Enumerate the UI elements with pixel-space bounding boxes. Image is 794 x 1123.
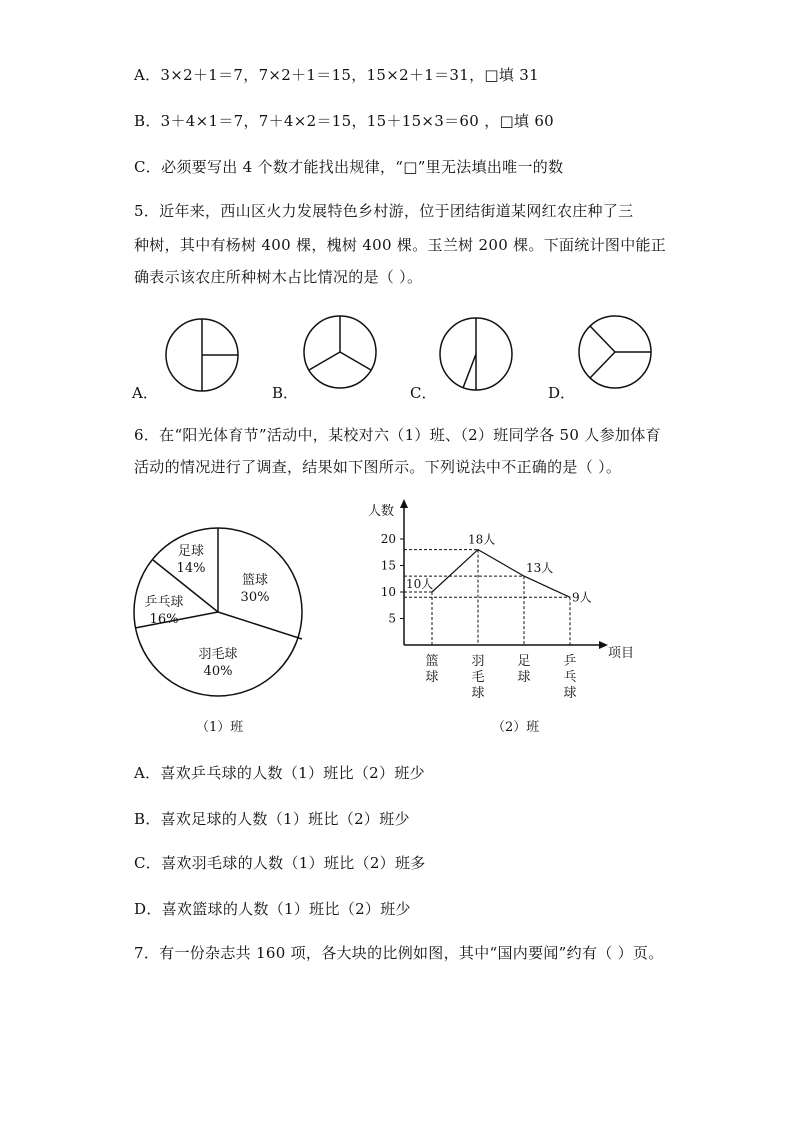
q6-option-a: A．喜欢乒乓球的人数（1）班比（2）班少 bbox=[134, 764, 425, 782]
pie-pct-football: 14% bbox=[176, 561, 206, 576]
y-tick-label: 10 bbox=[380, 585, 396, 599]
x-axis-label: 项目 bbox=[608, 646, 635, 661]
y-tick-label: 15 bbox=[380, 558, 396, 573]
pie-pct-pingpong: 16% bbox=[149, 612, 179, 627]
q4-option-b: B．3＋4×1＝7，7＋4×2＝15，15＋15×3＝60 ，□填 60 bbox=[134, 112, 555, 130]
pie-option-b bbox=[304, 316, 376, 388]
pie-option-c bbox=[440, 318, 512, 390]
y-tick-label: 5 bbox=[388, 611, 396, 626]
q6-option-b: B．喜欢足球的人数（1）班比（2）班少 bbox=[134, 810, 410, 828]
y-axis-arrow bbox=[400, 499, 408, 508]
y-tick-label: 20 bbox=[380, 532, 396, 546]
q6-line-2: 活动的情况进行了调查，结果如下图所示。下列说法中不正确的是（ ）。 bbox=[134, 458, 622, 476]
pie-label-badminton: 羽毛球 bbox=[198, 647, 238, 662]
q6-line-1: 6．在“阳光体育节”活动中，某校对六（1）班、（2）班同学各 50 人参加体育 bbox=[134, 426, 661, 444]
q5-line-3: 确表示该农庄所种树木占比情况的是（ ）。 bbox=[134, 268, 423, 286]
q5-line-2: 种树，其中有杨树 400 棵，槐树 400 棵。玉兰树 200 棵。下面统计图中能正 bbox=[134, 236, 667, 254]
q6-option-c: C．喜欢羽毛球的人数（1）班比（2）班多 bbox=[134, 854, 426, 872]
x-tick-label: 羽毛球 bbox=[471, 654, 485, 701]
point-label: 10人 bbox=[406, 577, 434, 591]
q4-option-c: C．必须要写出 4 个数才能找出规律，“□”里无法填出唯一的数 bbox=[134, 158, 564, 176]
q6-option-d: D．喜欢篮球的人数（1）班比（2）班少 bbox=[134, 900, 411, 918]
pie-label-football: 足球 bbox=[177, 544, 205, 559]
class1-caption: （1）班 bbox=[196, 720, 244, 735]
x-tick-label: 篮球 bbox=[425, 654, 439, 685]
q5-line-1: 5．近年来，西山区火力发展特色乡村游，位于团结街道某网红农庄种了三 bbox=[134, 202, 634, 220]
class2-caption: （2）班 bbox=[492, 720, 540, 735]
class2-line-chart bbox=[360, 495, 660, 710]
q5-label-b: B． bbox=[272, 384, 299, 402]
q4-option-a: A．3×2＋1＝7，7×2＋1＝15，15×2＋1＝31，□填 31 bbox=[134, 66, 539, 84]
pie-label-pingpong: 乒乓球 bbox=[144, 595, 184, 610]
point-label: 13人 bbox=[526, 561, 554, 576]
class1-pie-chart bbox=[120, 520, 320, 710]
q5-label-d: D． bbox=[548, 384, 576, 402]
pie-pct-badminton: 40% bbox=[203, 664, 233, 679]
pie-pct-basketball: 30% bbox=[240, 590, 270, 605]
pie-option-d bbox=[579, 316, 651, 388]
x-tick-label: 足球 bbox=[517, 654, 531, 685]
x-tick-label: 乒乓球 bbox=[563, 654, 577, 701]
pie-label-basketball: 篮球 bbox=[241, 573, 269, 588]
point-label: 9人 bbox=[572, 590, 592, 605]
q5-label-a: A． bbox=[132, 384, 158, 402]
q5-label-c: C． bbox=[410, 384, 437, 402]
q7-line: 7．有一份杂志共 160 项，各大块的比例如图，其中“国内要闻”约有（ ）页。 bbox=[134, 944, 664, 962]
q5-option-pies bbox=[0, 300, 794, 410]
pie-option-a bbox=[166, 319, 238, 391]
x-axis-arrow bbox=[599, 641, 608, 649]
y-axis-label: 人数 bbox=[368, 504, 395, 519]
point-label: 18人 bbox=[468, 532, 496, 547]
